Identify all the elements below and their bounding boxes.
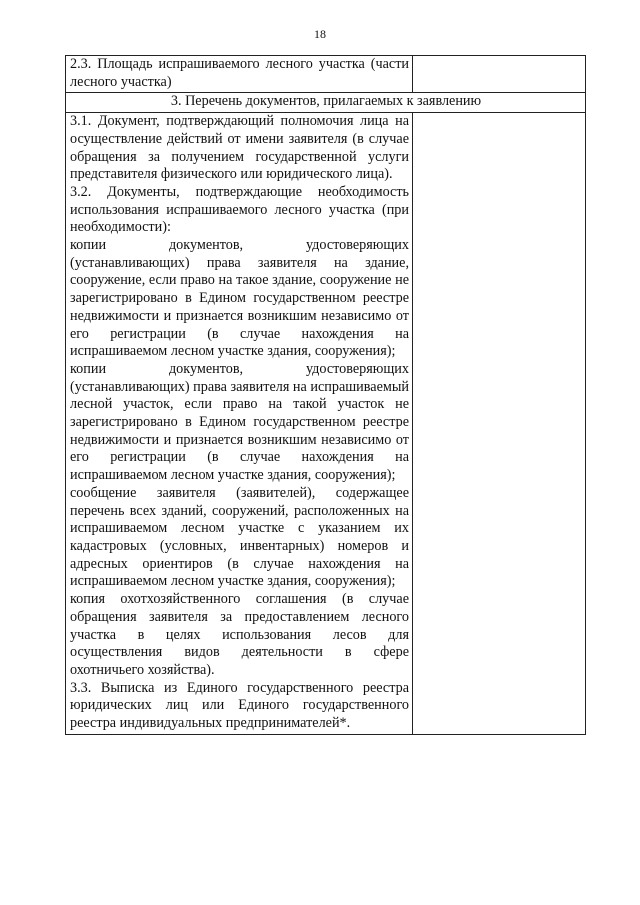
list-item: копия охотхозяйственного соглашения (в случае обращения заявителя за предоставлением лесного участка в целях использования лесов для осуществления видов деятельности в сфере охотничьего хозяйства). xyxy=(70,591,409,678)
list-item: 3.2. Документы, подтверждающие необходимость использования испрашиваемого лесного участка (при необходимости): xyxy=(70,183,409,236)
field-label-area xyxy=(66,56,413,93)
documents-list xyxy=(66,113,413,735)
field-label: 2.3. Площадь испрашиваемого лесного участка (части лесного участка) xyxy=(70,56,409,90)
table-row xyxy=(66,56,586,93)
table-row xyxy=(66,113,586,735)
list-item: 3.3. Выписка из Единого государственного реестра юридических лиц или Единого государственного реестра индивидуальных предпринимателей*. xyxy=(70,679,409,732)
list-item: копии документов, удостоверяющих (устанавливающих) права заявителя на здание, сооружение, если право на такое здание, сооружение не зарегистрировано в Едином государственном реестре недвижимости и признается возникшим независимо от его регистрации (в случае нахождения на испрашиваемом лесном участке здания, сооружения); xyxy=(70,237,409,360)
application-form-table xyxy=(65,55,586,735)
field-value-area[interactable] xyxy=(413,56,586,93)
list-item: 3.1. Документ, подтверждающий полномочия лица на осуществление действий от имени заявителя (в случае обращения за получением государственной услуги представителя физического или юридического лица). xyxy=(70,113,409,183)
documents-value-area[interactable] xyxy=(413,113,586,735)
list-item: сообщение заявителя (заявителей), содержащее перечень всех зданий, сооружений, расположенных на испрашиваемом лесном участке с указанием их кадастровых (условных, инвентарных) номеров и адресных ориентиров (в случае нахождения на испрашиваемом лесном участке здания, сооружения); xyxy=(70,484,409,590)
table-row xyxy=(66,93,586,113)
list-item: копии документов, удостоверяющих (устанавливающих) права заявителя на испрашиваемый лесной участок, если право на такой участок не зарегистрировано в Едином государственном реестре недвижимости и признается возникшим независимо от его регистрации (в случае нахождения на испрашиваемом лесном участке здания, сооружения); xyxy=(70,360,409,484)
page-number: 18 xyxy=(314,27,326,41)
section-header: 3. Перечень документов, прилагаемых к заявлению xyxy=(66,93,586,113)
